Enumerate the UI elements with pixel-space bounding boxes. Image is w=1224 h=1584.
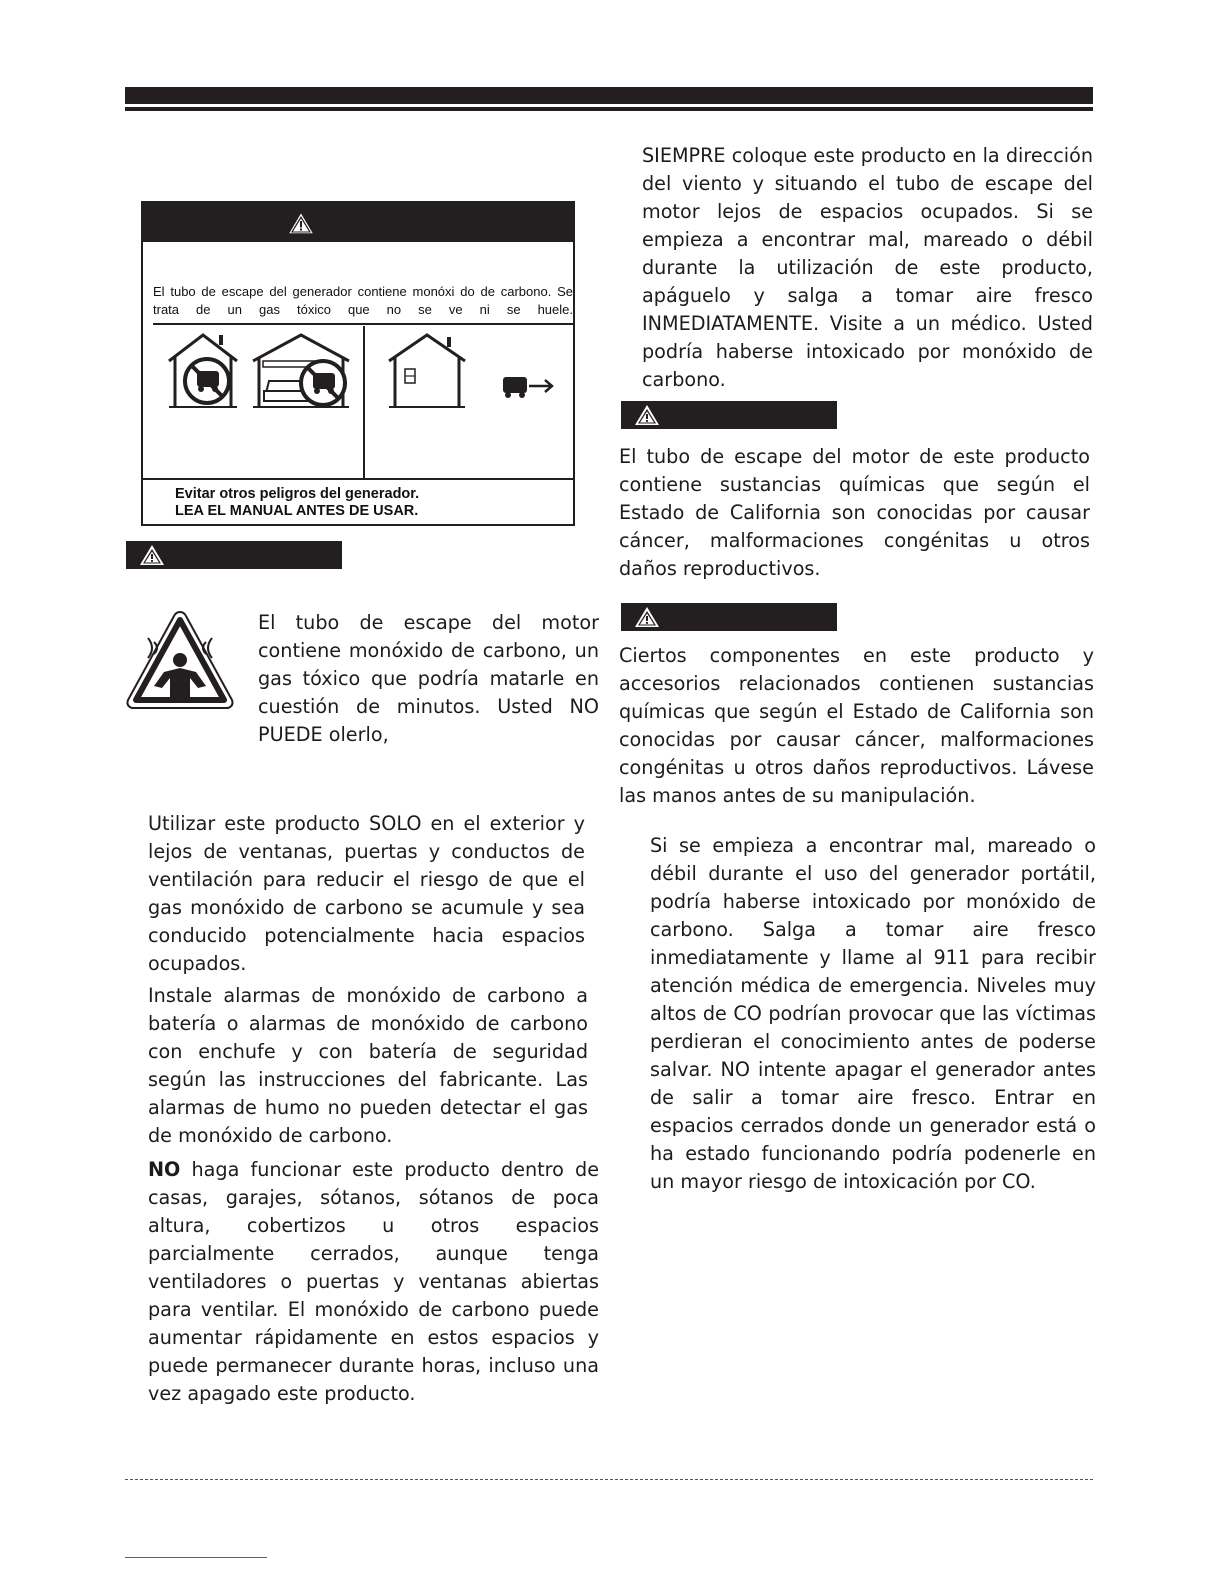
- carbon-monoxide-hazard-icon: [124, 608, 236, 718]
- warning-triangle-icon: [286, 210, 316, 236]
- warning-triangle-icon: [139, 544, 165, 566]
- label-footer-line1: Evitar otros peligros del generador.: [175, 486, 420, 502]
- label-prohibited-indoor: [143, 326, 365, 478]
- generator-warning-label: [141, 201, 575, 526]
- para-no-indoors: [148, 1156, 599, 1408]
- warning-tab-prop65-exhaust: [621, 401, 837, 429]
- warning-tab-prop65-components: [621, 603, 837, 631]
- label-footer-line2: LEA EL MANUAL ANTES DE USAR.: [175, 503, 419, 519]
- header-bar: [125, 87, 1093, 104]
- warning-tab-left: [126, 541, 342, 569]
- label-footer-rule: [143, 478, 573, 480]
- header-rule: [125, 107, 1093, 111]
- label-message: El tubo de escape del generador contiene monóxi do de carbono. Se trata de un gas tóxico que no se ve ni se huele.: [153, 283, 573, 325]
- para-co-symptoms: Si se empieza a encontrar mal, mareado o débil durante el uso del generador portátil, podría haberse intoxicado por monóxido de carbono. Salga a tomar aire fresco inmediatamente y llame al 911 para recibir atención médica de emergencia. Niveles muy altos de CO podrían provocar que las víctimas perdieran el conocimiento antes de poderse salvar. NO intente apagar el generador antes de salir a tomar aire fresco. Entrar en espacios cerrados donde un generador está o ha estado funcionando podría podenerle en un mayor riesgo de intoxicación por CO.: [650, 834, 1096, 1193]
- para-no-indoors-bold: NO: [148, 1158, 181, 1181]
- warning-triangle-icon: [634, 606, 660, 628]
- co-warning-text: El tubo de escape del motor contiene monóxido de carbono, un gas tóxico que podría matarle en cuestión de minutos. Usted NO PUEDE olerlo,: [258, 611, 599, 746]
- para-siempre: SIEMPRE coloque este producto en la dirección del viento y situando el tubo de escape del motor lejos de espacios ocupados. Si se empieza a encontrar mal, mareado o débil durante la utilización de este producto, apáguelo y salga a tomar aire fresco INMEDIATAMENTE. Visite a un médico. Usted podría haberse intoxicado por monóxido de carbono.: [642, 144, 1093, 391]
- para-co-alarms: Instale alarmas de monóxido de carbono a batería o alarmas de monóxido de carbono con enchufe y con batería de seguridad según las instrucciones del fabricante. Las alarmas de humo no pueden detectar el gas de monóxido de carbono.: [148, 984, 588, 1147]
- footer-dashed-rule: [125, 1479, 1093, 1480]
- generator-outdoors-icon: [365, 331, 573, 411]
- prop65-exhaust-text: El tubo de escape del motor de este producto contiene sustancias químicas que según el Estado de California son conocidas por causar cáncer, malformaciones congénitas u otros daños reproductivos.: [619, 445, 1090, 580]
- para-outdoor-use: Utilizar este producto SOLO en el exterior y lejos de ventanas, puertas y conductos de ventilación para reducir el riesgo de que el gas monóxido de carbono se acumule y sea conducido potencialmente hacia espacios ocupados.: [148, 812, 585, 975]
- label-outdoor-placement: [365, 326, 573, 478]
- para-no-indoors-text: haga funcionar este producto dentro de casas, garajes, sótanos, sótanos de poca altura, cobertizos u otros espacios parcialmente cerrados, aunque tenga ventiladores o puertas y ventanas abiertas para ventilar. El monóxido de carbono puede aumentar rápidamente en estos espacios y puede permanecer durante horas, incluso una vez apagado este producto.: [148, 1158, 599, 1405]
- label-footer: [175, 486, 565, 520]
- no-generator-indoors-icon: [143, 331, 363, 411]
- warning-triangle-icon: [634, 404, 660, 426]
- prop65-components-text: Ciertos componentes en este producto y accesorios relacionados contienen sustancias químicas que según el Estado de California son conocidas por causar cáncer, malformaciones congénitas u otros daños reproductivos. Lávese las manos antes de su manipulación.: [619, 644, 1094, 807]
- footer-link-underline: [125, 1557, 267, 1558]
- label-header: [143, 203, 573, 242]
